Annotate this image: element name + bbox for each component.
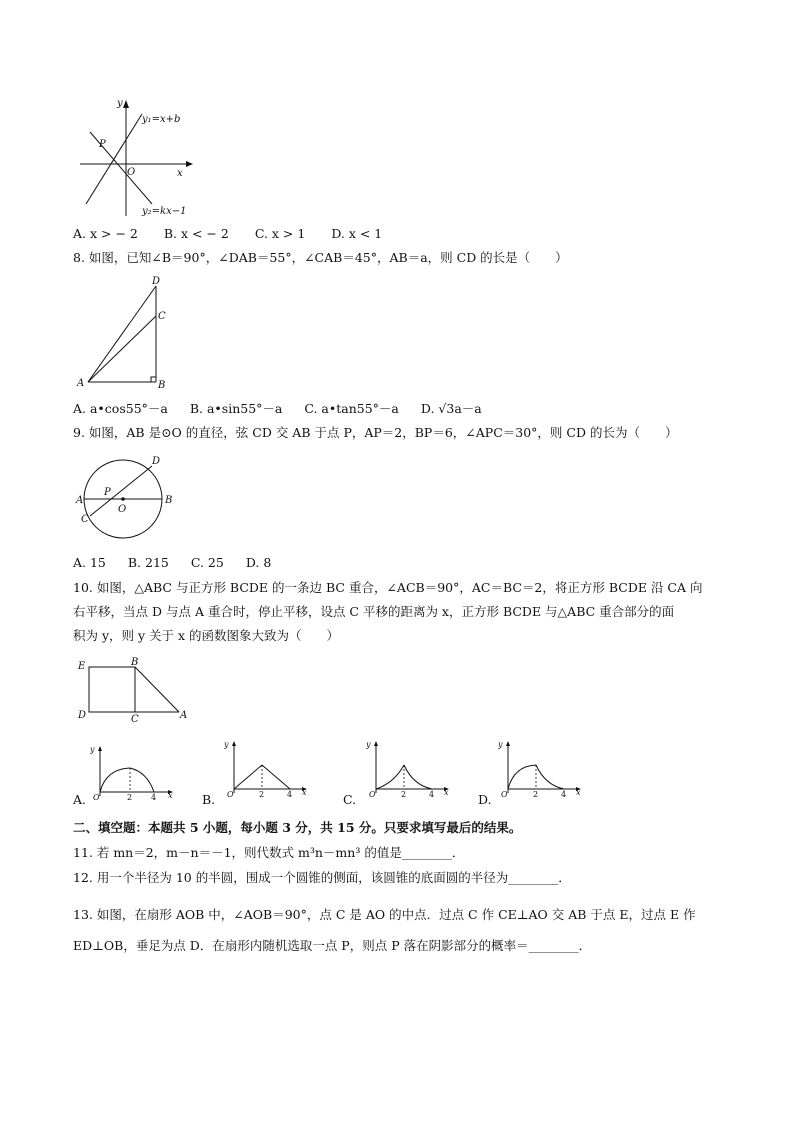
q7-x-axis-label: x (177, 168, 183, 179)
q10-graph-c-x: x (444, 788, 449, 797)
q9-options (73, 555, 289, 571)
q10-graph-b-x: x (302, 788, 307, 797)
q10-graph-b-tick2: 2 (259, 790, 265, 799)
q10-graph-d (498, 737, 584, 799)
q13-line1: 13. 如图，在扇形 AOB 中，∠AOB＝90°，点 C 是 AO 的中点．过点 C 作 CE⊥AO 交 AB 于点 E，过点 E 作 (73, 907, 696, 922)
q10-graph-a-origin: O (93, 793, 100, 802)
q10-label-d: D (78, 710, 87, 721)
q10-figure (74, 656, 194, 726)
q7-option-d: D. x < 1 (331, 226, 383, 241)
q7-line2-label: y₂=kx−1 (142, 206, 187, 217)
q10-stem-line2: 右平移，当点 D 与点 A 重合时，停止平移，设点 C 平移的距离为 x，正方形 BCDE 与△ABC 重合部分的面 (73, 604, 675, 619)
q10-option-d: D. (478, 792, 492, 807)
section2-heading: 二、填空题：本题共 5 小题，每小题 3 分，共 15 分。只要求填写最后的结果。 (73, 820, 522, 835)
q10-graph-d-tick4: 4 (561, 790, 567, 799)
q7-y-axis-label: y (117, 98, 123, 109)
q10-graph-c-y: y (366, 740, 371, 749)
q10-graph-c-origin: O (369, 790, 376, 799)
q9-label-p: P (104, 487, 111, 498)
q10-graph-d-y: y (498, 740, 503, 749)
q9-option-b: B. 215 (127, 555, 169, 570)
q9-stem: 9. 如图，AB 是⊙O 的直径，弦 CD 交 AB 于点 P，AP＝2，BP＝6，∠APC＝30°，则 CD 的长为（ ） (73, 425, 678, 440)
q9-label-a: A (76, 495, 84, 506)
q10-graph-a-y: y (90, 745, 95, 754)
q7-point-p-label: P (99, 139, 106, 150)
q10-graph-a (90, 742, 176, 802)
q7-figure (76, 96, 196, 222)
q10-option-a: A. (73, 792, 87, 807)
q10-label-c: C (131, 714, 139, 725)
q8-option-a: A. a•cos55°－a (73, 401, 168, 416)
q10-graph-c-tick2: 2 (401, 790, 407, 799)
q10-stem-line3: 积为 y，则 y 关于 x 的函数图象大致为（ ） (73, 628, 340, 643)
q10-graph-a-x: x (168, 791, 173, 800)
q8-label-b: B (158, 380, 166, 391)
q10-graph-b-y: y (224, 740, 229, 749)
q10-graph-c (366, 737, 452, 799)
q8-figure (74, 272, 174, 394)
q9-label-b: B (165, 495, 173, 506)
q9-label-d: D (152, 456, 161, 467)
q10-option-b: B. (202, 792, 216, 807)
q8-options (73, 401, 500, 417)
q10-label-b: B (131, 657, 139, 668)
q11-text: 11. 若 mn＝2，m－n＝－1，则代数式 m³n－mn³ 的值是________． (73, 845, 465, 860)
q10-label-a: A (180, 710, 188, 721)
q8-option-c: C. a•tan55°－a (304, 401, 399, 416)
q12-text: 12. 用一个半径为 10 的半圆，围成一个圆锥的侧面，该圆锥的底面圆的半径为________． (73, 870, 571, 885)
q10-graph-d-origin: O (501, 790, 508, 799)
q7-option-a: A. x > − 2 (73, 226, 138, 241)
q7-option-b: B. x < − 2 (163, 226, 229, 241)
q10-graph-c-tick4: 4 (429, 790, 435, 799)
q9-figure (74, 450, 184, 548)
q10-graph-b-origin: O (227, 790, 234, 799)
q9-option-c: C. 25 (190, 555, 224, 570)
q7-line1-label: y₁=x+b (142, 114, 181, 125)
q10-graph-a-tick2: 2 (127, 793, 133, 802)
q13-line2: ED⊥OB，垂足为点 D．在扇形内随机选取一点 P，则点 P 落在阴影部分的概率＝________． (73, 938, 592, 953)
q8-stem: 8. 如图，已知∠B＝90°，∠DAB＝55°，∠CAB＝45°，AB＝a，则 CD 的长是（ ） (73, 250, 568, 265)
q9-label-c: C (81, 514, 89, 525)
q8-option-d: D. √3a－a (420, 401, 482, 416)
q10-graph-a-tick4: 4 (151, 793, 157, 802)
q10-label-e: E (78, 661, 86, 672)
q10-option-c: C. (343, 792, 357, 807)
q9-option-d: D. 8 (245, 555, 272, 570)
q8-option-b: B. a•sin55°－a (189, 401, 283, 416)
q8-label-a: A (77, 378, 85, 389)
q8-label-c: C (158, 311, 166, 322)
q7-options (73, 226, 404, 242)
q10-stem-line1: 10. 如图，△ABC 与正方形 BCDE 的一条边 BC 重合，∠ACB＝90°，AC＝BC＝2，将正方形 BCDE 沿 CA 向 (73, 580, 703, 595)
q10-graph-b (224, 737, 310, 799)
q7-origin-label: O (127, 167, 136, 178)
q9-label-o: O (118, 504, 127, 515)
q10-graph-d-x: x (576, 788, 581, 797)
q7-option-c: C. x > 1 (254, 226, 306, 241)
q9-option-a: A. 15 (73, 555, 106, 570)
q10-graph-d-tick2: 2 (533, 790, 539, 799)
q8-label-d: D (152, 276, 161, 287)
q10-graph-b-tick4: 4 (287, 790, 293, 799)
